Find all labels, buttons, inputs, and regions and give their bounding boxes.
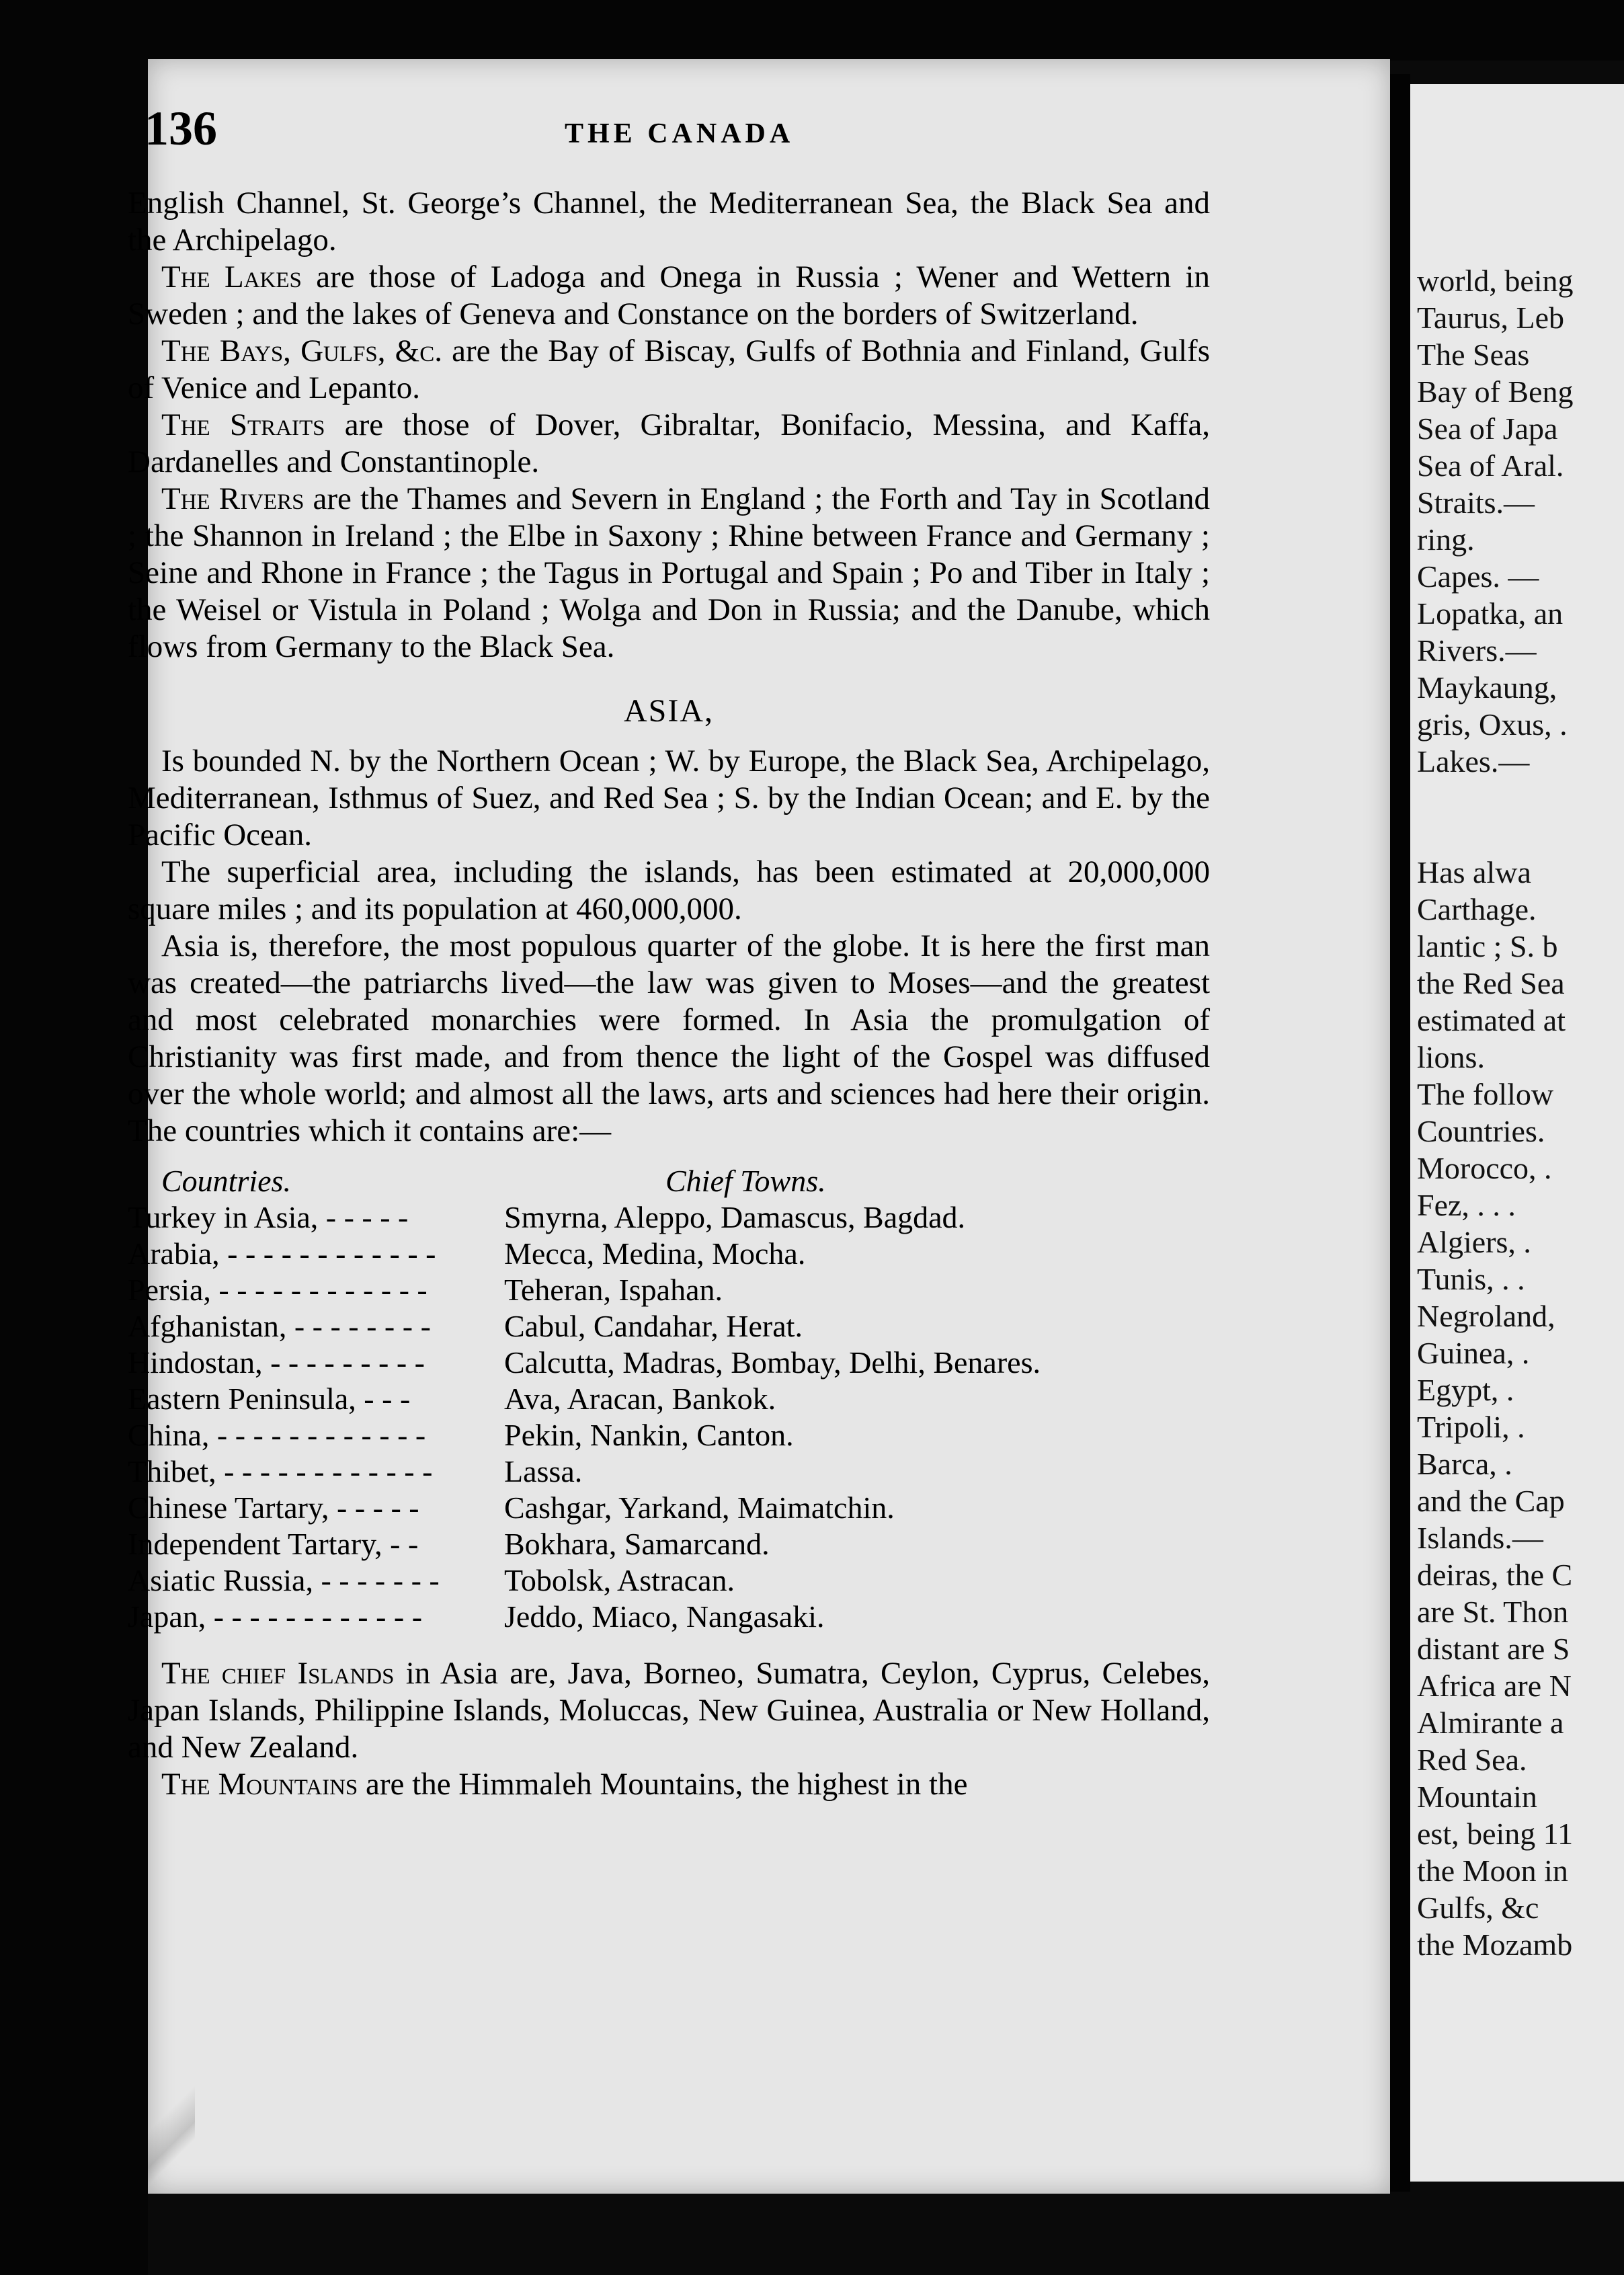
towns-cell: Calcutta, Madras, Bombay, Delhi, Benares.: [504, 1345, 1041, 1380]
facing-page-line: the Red Sea: [1417, 966, 1565, 1000]
rivers-label: The Rivers: [161, 481, 304, 516]
facing-page-line: Morocco, .: [1417, 1151, 1552, 1185]
table-row: [128, 1381, 1210, 1417]
country-cell: Asiatic Russia, - - - - - - -: [128, 1563, 440, 1597]
towns-cell: Teheran, Ispahan.: [504, 1273, 723, 1307]
facing-page-line: Countries.: [1417, 1114, 1545, 1148]
towns-cell: Lassa.: [504, 1454, 583, 1488]
facing-page-line: lantic ; S. b: [1417, 929, 1558, 963]
facing-page-line: Sea of Aral.: [1417, 448, 1564, 483]
islands-label: The chief Islands: [161, 1656, 395, 1691]
table-row: [128, 1599, 1210, 1635]
country-cell: Japan, - - - - - - - - - - - -: [128, 1599, 423, 1634]
asia-islands-paragraph: [128, 1655, 1210, 1766]
facing-page-line: Taurus, Leb: [1417, 301, 1565, 335]
towns-cell: Bokhara, Samarcand.: [504, 1527, 770, 1561]
facing-page-line: Lopatka, an: [1417, 596, 1564, 631]
country-cell: China, - - - - - - - - - - - -: [128, 1418, 426, 1452]
facing-page-line: Negroland,: [1417, 1299, 1555, 1333]
facing-page-line: The follow: [1417, 1077, 1554, 1111]
towns-cell: Cabul, Candahar, Herat.: [504, 1309, 803, 1343]
country-cell: Turkey in Asia, - - - - -: [128, 1200, 409, 1234]
column-header-chief-towns: Chief Towns.: [665, 1164, 826, 1198]
towns-cell: Cashgar, Yarkand, Maimatchin.: [504, 1490, 895, 1525]
facing-page-line: Islands.—: [1417, 1521, 1543, 1555]
facing-page-line: and the Cap: [1417, 1484, 1565, 1518]
countries-table-header: [128, 1163, 1210, 1199]
facing-page-line: gris, Oxus, .: [1417, 707, 1568, 742]
europe-straits-paragraph: [128, 407, 1210, 481]
table-row: [128, 1308, 1210, 1345]
book-page-right-partial: [1410, 84, 1624, 2182]
facing-page-line: deiras, the C: [1417, 1558, 1573, 1592]
facing-page-line: the Moon in: [1417, 1853, 1568, 1888]
running-head: THE CANADA: [565, 118, 795, 149]
table-row: [128, 1453, 1210, 1490]
facing-page-line: distant are S: [1417, 1632, 1570, 1666]
country-cell: Thibet, - - - - - - - - - - - -: [128, 1454, 433, 1488]
asia-mountains-paragraph: [128, 1766, 1210, 1803]
country-cell: Eastern Peninsula, - - -: [128, 1382, 411, 1416]
lakes-text: are those of Ladoga and Onega in Russia ; Wener and Wettern in Sweden ; and the lakes of Geneva and Constance on the borders of Switzerland.: [128, 260, 1210, 331]
towns-cell: Mecca, Medina, Mocha.: [504, 1236, 806, 1271]
facing-page-line: Egypt, .: [1417, 1373, 1514, 1407]
facing-page-line: Tripoli, .: [1417, 1410, 1525, 1444]
asia-area-paragraph: The superficial area, including the islands, has been estimated at 20,000,000 square miles ; and its population at 460,000,000.: [128, 854, 1210, 926]
table-row: [128, 1345, 1210, 1381]
facing-page-line: est, being 11: [1417, 1817, 1574, 1851]
table-row: [128, 1490, 1210, 1526]
facing-page-line: Red Sea.: [1417, 1743, 1527, 1777]
asia-bounded-paragraph: Is bounded N. by the Northern Ocean ; W. by Europe, the Black Sea, Archipelago, Mediterranean, Isthmus of Suez, and Red Sea ; S. by the Indian Ocean; and E. by the Pacific Ocean.: [128, 744, 1210, 852]
table-row: [128, 1562, 1210, 1599]
facing-page-line: [1417, 817, 1624, 854]
table-row: [128, 1417, 1210, 1453]
facing-page-line: The Seas: [1417, 337, 1530, 372]
facing-page-line: lions.: [1417, 1040, 1485, 1074]
islands-text: in Asia are, Java, Borneo, Sumatra, Ceylon, Cyprus, Celebes, Japan Islands, Philippine Islands, Moluccas, New Guinea, Australia or New Holland, and New Zealand.: [128, 1656, 1210, 1765]
europe-bays-paragraph: [128, 333, 1210, 407]
europe-rivers-paragraph: [128, 481, 1210, 666]
facing-page-line: Rivers.—: [1417, 633, 1537, 668]
straits-text: are those of Dover, Gibraltar, Bonifacio, Messina, and Kaffa, Dardanelles and Constantinople.: [128, 407, 1210, 479]
facing-page-line: Tunis, . .: [1417, 1262, 1525, 1296]
towns-cell: Tobolsk, Astracan.: [504, 1563, 735, 1597]
straits-label: The Straits: [161, 407, 325, 442]
country-cell: Hindostan, - - - - - - - - -: [128, 1345, 425, 1380]
facing-page-line: world, being: [1417, 264, 1574, 298]
book-gutter: [1390, 74, 1410, 2192]
countries-table: [128, 1199, 1210, 1635]
facing-page-text: [1417, 262, 1624, 1963]
table-row: [128, 1526, 1210, 1562]
scan-border-left: [0, 0, 148, 2275]
facing-page-line: the Mozamb: [1417, 1927, 1573, 1962]
towns-cell: Ava, Aracan, Bankok.: [504, 1382, 776, 1416]
facing-page-line: Bay of Beng: [1417, 374, 1574, 409]
facing-page-line: Guinea, .: [1417, 1336, 1530, 1370]
facing-page-line: Africa are N: [1417, 1669, 1572, 1703]
country-cell: Persia, - - - - - - - - - - - -: [128, 1273, 428, 1307]
facing-page-line: Has alwa: [1417, 855, 1531, 889]
facing-page-line: estimated at: [1417, 1003, 1566, 1037]
section-heading-asia: ASIA,: [623, 693, 714, 729]
facing-page-line: Fez, . . .: [1417, 1188, 1516, 1222]
facing-page-line: Barca, .: [1417, 1447, 1512, 1481]
facing-page-line: Straits.—: [1417, 485, 1535, 520]
facing-page-line: are St. Thon: [1417, 1595, 1569, 1629]
facing-page-line: [1417, 780, 1624, 817]
table-row: [128, 1199, 1210, 1236]
country-cell: Afghanistan, - - - - - - - -: [128, 1309, 431, 1343]
towns-cell: Smyrna, Aleppo, Damascus, Bagdad.: [504, 1200, 966, 1234]
country-cell: Arabia, - - - - - - - - - - - -: [128, 1236, 436, 1271]
bays-text: are the Bay of Biscay, Gulfs of Bothnia and Finland, Gulfs of Venice and Lepanto.: [128, 333, 1210, 405]
country-cell: Chinese Tartary, - - - - -: [128, 1490, 419, 1525]
table-row: [128, 1236, 1210, 1272]
facing-page-line: Mountain: [1417, 1780, 1537, 1814]
facing-page-line: Maykaung,: [1417, 670, 1557, 705]
country-cell: Independent Tartary, - -: [128, 1527, 419, 1561]
facing-page-line: Gulfs, &c: [1417, 1890, 1539, 1925]
table-row: [128, 1272, 1210, 1308]
towns-cell: Jeddo, Miaco, Nangasaki.: [504, 1599, 825, 1634]
asia-populous-paragraph: Asia is, therefore, the most populous quarter of the globe. It is here the first man was created—the patriarchs lived—the law was given to Moses—and the greatest and most celebrated monarchies were formed. In Asia the promulgation of Christianity was first made, and from thence the light of the Gospel was diffused over the whole world; and almost all the laws, arts and sciences had here their origin. The countries which it contains are:—: [128, 928, 1210, 1148]
facing-page-line: Algiers, .: [1417, 1225, 1531, 1259]
towns-cell: Pekin, Nankin, Canton.: [504, 1418, 794, 1452]
lakes-label: The Lakes: [161, 260, 302, 294]
facing-page-line: Capes. —: [1417, 559, 1539, 594]
facing-page-line: Almirante a: [1417, 1706, 1564, 1740]
column-header-countries: Countries.: [161, 1164, 291, 1198]
mountains-text: are the Himmaleh Mountains, the highest in the: [358, 1767, 968, 1802]
rivers-text: are the Thames and Severn in England ; the Forth and Tay in Scotland ; the Shannon in Ireland ; the Elbe in Saxony ; Rhine between France and Germany ; Seine and Rhone in France ; the Tagus in Portugal and Spain ; Po and Tiber in Italy ; the Weisel or Vistula in Poland ; Wolga and Don in Russia; and the Danube, which flows from Germany to the Black Sea.: [128, 481, 1210, 664]
bays-label: The Bays, Gulfs, &c.: [161, 333, 442, 368]
facing-page-line: Lakes.—: [1417, 744, 1530, 779]
facing-page-line: ring.: [1417, 522, 1475, 557]
mountains-label: The Mountains: [161, 1767, 358, 1802]
europe-lakes-paragraph: [128, 259, 1210, 333]
facing-page-line: Carthage.: [1417, 892, 1537, 926]
page-body: [128, 185, 1210, 1803]
europe-seas-continued: English Channel, St. George’s Channel, the Mediterranean Sea, the Black Sea and the Archipelago.: [128, 186, 1210, 257]
facing-page-line: Sea of Japa: [1417, 411, 1558, 446]
page-number: 136: [145, 102, 217, 155]
scan-border-top: [0, 0, 1624, 61]
